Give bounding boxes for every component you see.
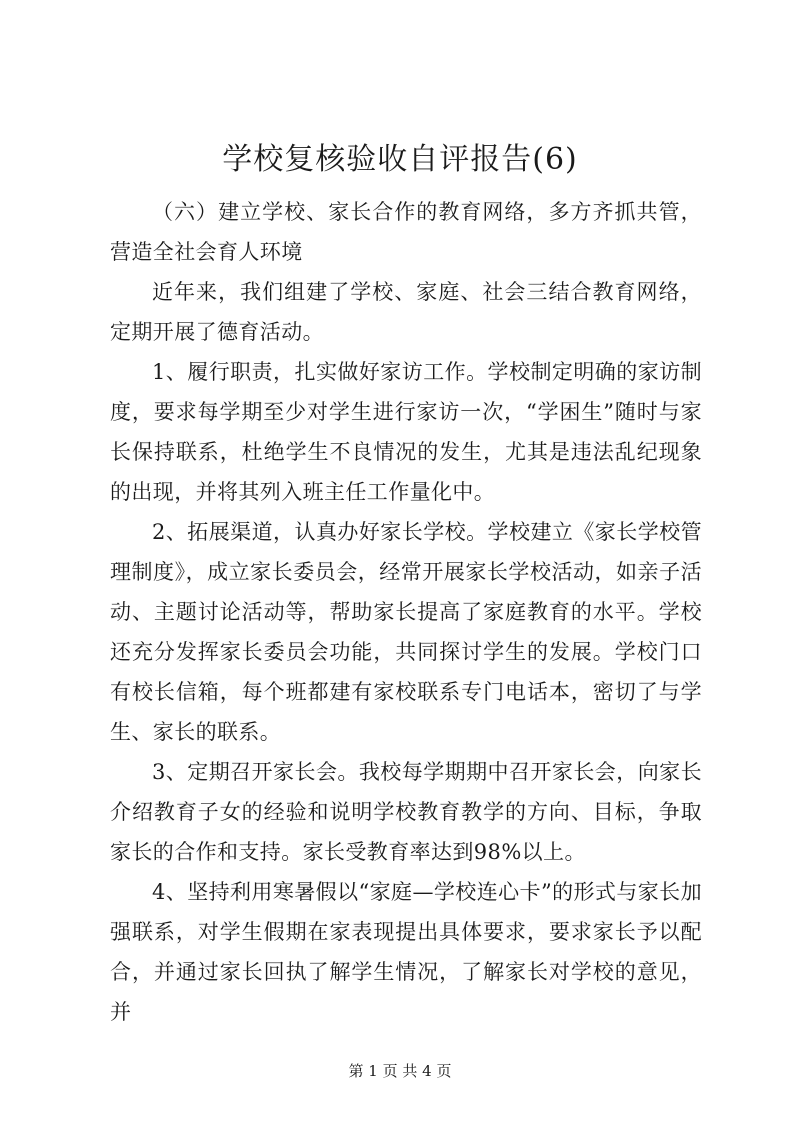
document-title: 学校复核验收自评报告(6) bbox=[222, 142, 578, 177]
paragraph-item-1: 1、履行职责，扎实做好家访工作。学校制定明确的家访制度，要求每学期至少对学生进行家访一次，“学困生”随时与家长保持联系，杜绝学生不良情况的发生，尤其是违法乱纪现象的出现，并将其列入班主任工作量化中。 bbox=[110, 360, 702, 504]
paragraph-item-2: 2、拓展渠道，认真办好家长学校。学校建立《家长学校管理制度》，成立家长委员会，经常开展家长学校活动，如亲子活动、主题讨论活动等，帮助家长提高了家庭教育的水平。学校还充分发挥家长委员会功能，共同探讨学生的发展。学校门口有校长信箱，每个班都建有家校联系专门电话本，密切了与学生、家长的联系。 bbox=[110, 520, 702, 744]
page-number-footer: 第 1 页 共 4 页 bbox=[348, 1062, 452, 1080]
paragraph-item-4: 4、坚持利用寒暑假以“家庭—学校连心卡”的形式与家长加强联系，对学生假期在家表现提出具体要求，要求家长予以配合，并通过家长回执了解学生情况，了解家长对学校的意见，并 bbox=[110, 880, 702, 1024]
paragraph-intro: 近年来，我们组建了学校、家庭、社会三结合教育网络，定期开展了德育活动。 bbox=[110, 280, 702, 344]
paragraph-section-heading: （六）建立学校、家长合作的教育网络，多方齐抓共管，营造全社会育人环境 bbox=[110, 200, 702, 264]
paragraph-item-3: 3、定期召开家长会。我校每学期期中召开家长会，向家长介绍教育子女的经验和说明学校教育教学的方向、目标，争取家长的合作和支持。家长受教育率达到98%以上。 bbox=[110, 760, 702, 864]
document-body bbox=[110, 192, 702, 1032]
